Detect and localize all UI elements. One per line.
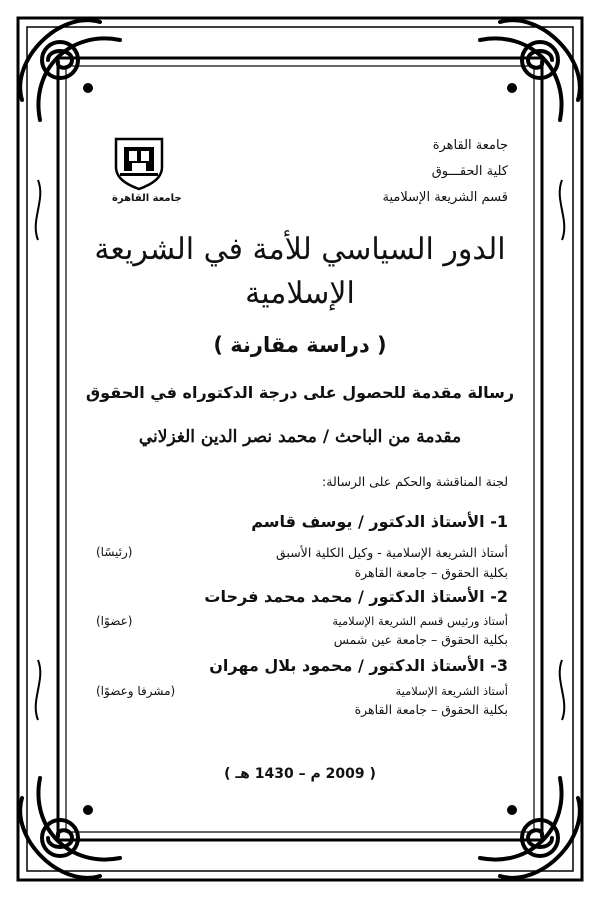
logo-caption: جامعة القاهرة: [112, 193, 182, 204]
member-2-role: (عضوًا): [96, 614, 133, 628]
member-3-title: أستاذ الشريعة الإسلامية: [395, 684, 508, 698]
member-3-role: (مشرفا وعضوًا): [96, 684, 176, 698]
member-1-affiliation: بكلية الحقوق – جامعة القاهرة: [354, 565, 508, 580]
member-2-title: أستاذ ورئيس قسم الشريعة الإسلامية: [332, 614, 508, 628]
member-1-title: أستاذ الشريعة الإسلامية - وكيل الكلية الأسبق: [276, 545, 508, 560]
member-2-affiliation: بكلية الحقوق – جامعة عين شمس: [333, 632, 508, 647]
member-2-name: 2- الأستاذ الدكتور / محمد محمد فرحات: [204, 587, 508, 606]
member-3-affiliation: بكلية الحقوق – جامعة القاهرة: [354, 702, 508, 717]
cairo-university-logo: [110, 133, 168, 197]
member-3-name: 3- الأستاذ الدكتور / محمود بلال مهران: [209, 656, 508, 675]
committee-label: لجنة المناقشة والحكم على الرسالة:: [322, 474, 508, 489]
thesis-date: ( 2009 م – 1430 هـ ): [224, 766, 376, 782]
thesis-title-line1: الدور السياسي للأمة في الشريعة: [94, 232, 506, 267]
thesis-title-line2: الإسلامية: [245, 276, 355, 311]
member-1-role: (رئيسًا): [96, 545, 133, 559]
study-type: ( دراسة مقارنة ): [213, 333, 387, 357]
researcher-name: مقدمة من الباحث / محمد نصر الدين الغزلاني: [138, 427, 462, 447]
university-name: جامعة القاهرة: [432, 138, 508, 153]
member-1-name: 1- الأستاذ الدكتور / يوسف قاسم: [251, 512, 508, 531]
degree-purpose: رسالة مقدمة للحصول على درجة الدكتوراه في الحقوق: [85, 383, 515, 402]
faculty-name: كلية الحقـــوق: [431, 164, 508, 179]
department-name: قسم الشريعة الإسلامية: [382, 190, 508, 205]
